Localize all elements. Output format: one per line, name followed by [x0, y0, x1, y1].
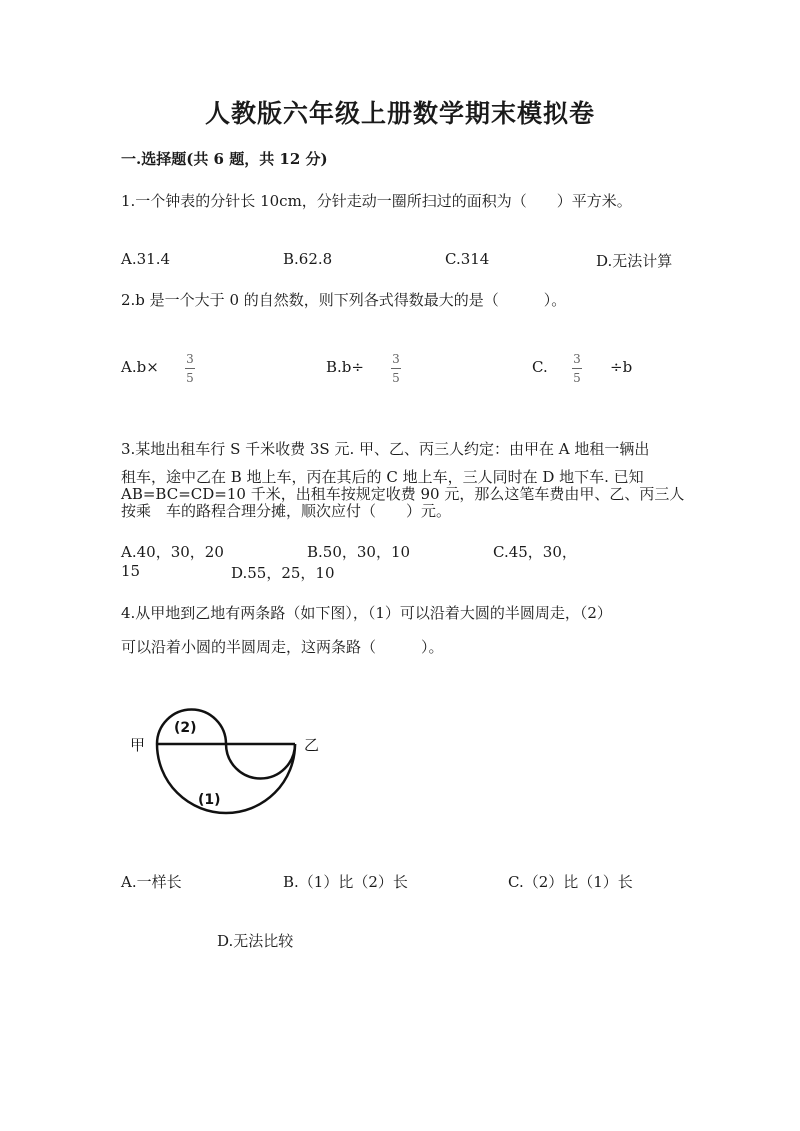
fraction-numerator: 3: [573, 352, 581, 366]
page-title: 人教版六年级上册数学期末模拟卷: [204, 99, 595, 128]
section-heading: 一.选择题(共 6 题，共 12 分): [121, 150, 328, 168]
question-4-option-c[interactable]: C.（2）比（1）长: [508, 873, 633, 891]
option-a-prefix: A.b×: [121, 358, 159, 376]
fraction-denominator: 5: [186, 371, 194, 385]
question-3-line-2: 租车，途中乙在 B 地上车，丙在其后的 C 地上车，三人同时在 D 地下车. 已知: [121, 468, 644, 486]
small-semicircle-lower-path: [226, 744, 295, 779]
question-4-option-a[interactable]: A.一样长: [121, 873, 182, 891]
figure-label-path-2: (2): [174, 720, 197, 736]
option-c-suffix: ÷b: [610, 358, 633, 376]
question-2-option-a[interactable]: [121, 358, 159, 376]
question-2-option-c[interactable]: [532, 358, 548, 376]
option-c-prefix: C.: [532, 358, 548, 376]
two-paths-figure: [110, 690, 340, 840]
question-4-line-1: 4.从甲地到乙地有两条路（如下图），（1）可以沿着大圆的半圆周走，（2）: [121, 604, 612, 622]
question-1-option-c[interactable]: C.314: [445, 250, 490, 268]
question-3-line-4: 按乘 车的路程合理分摊，顺次应付（ ）元。: [121, 502, 452, 520]
figure-label-path-1: (1): [198, 792, 221, 808]
question-4-line-2: 可以沿着小圆的半圆周走，这两条路（ ）。: [121, 638, 444, 656]
question-3-option-c[interactable]: C.45，30，: [493, 543, 577, 561]
fraction-numerator: 3: [186, 352, 194, 366]
question-4-option-b[interactable]: B.（1）比（2）长: [283, 873, 408, 891]
question-1-text: 1.一个钟表的分针长 10cm，分针走动一圈所扫过的面积为（ ）平方米。: [121, 192, 632, 210]
question-3-option-b[interactable]: B.50，30，10: [307, 543, 411, 561]
fraction-three-fifths: [391, 352, 401, 385]
option-b-prefix: B.b÷: [326, 358, 364, 376]
question-1-option-d[interactable]: D.无法计算: [596, 252, 673, 270]
question-1-option-b[interactable]: B.62.8: [283, 250, 333, 268]
figure-label-jia: 甲: [130, 736, 146, 754]
fraction-denominator: 5: [573, 371, 581, 385]
fraction-denominator: 5: [392, 371, 400, 385]
figure-label-yi: 乙: [304, 736, 320, 754]
question-3-line-3: AB=BC=CD=10 千米，出租车按规定收费 90 元，那么这笔车费由甲、乙、丙三人: [121, 485, 685, 503]
fraction-numerator: 3: [392, 352, 400, 366]
question-2-text: 2.b 是一个大于 0 的自然数，则下列各式得数最大的是（ ）。: [121, 291, 567, 309]
fraction-three-fifths: [572, 352, 582, 385]
question-3-option-d[interactable]: D.55，25，10: [231, 564, 335, 582]
question-2-option-b[interactable]: [326, 358, 364, 376]
large-semicircle-path: [157, 744, 295, 813]
question-3-option-a[interactable]: A.40，30，20: [121, 543, 224, 561]
question-4-option-d[interactable]: D.无法比较: [217, 932, 294, 950]
question-3-option-c-continued: 15: [121, 562, 141, 580]
question-3-line-1: 3.某地出租车行 S 千米收费 3S 元. 甲、乙、丙三人约定：由甲在 A 地租一辆出: [121, 440, 650, 458]
question-1-option-a[interactable]: A.31.4: [121, 250, 170, 268]
fraction-three-fifths: [185, 352, 195, 385]
